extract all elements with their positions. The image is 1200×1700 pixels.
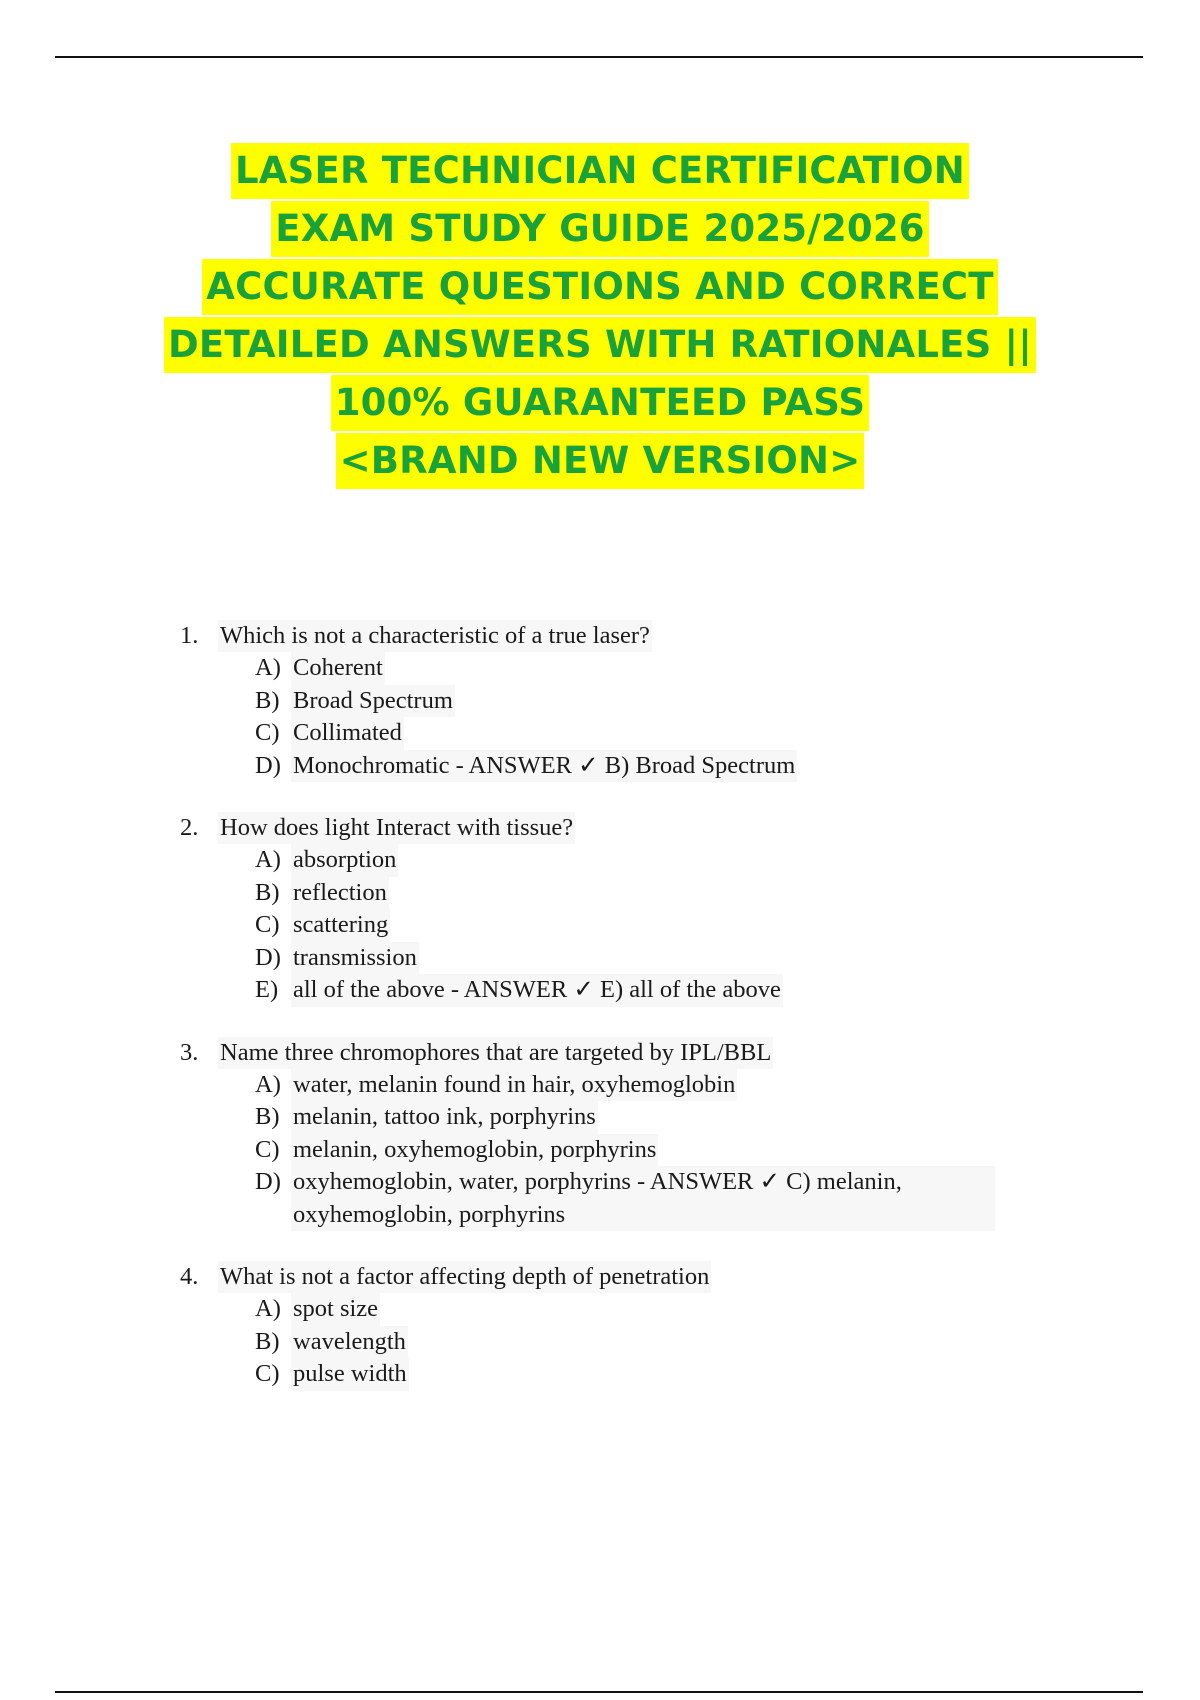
option-text: reflection [291,877,389,910]
question-number: 4. [180,1263,199,1290]
question-number: 2. [180,814,199,841]
question-list [180,620,1080,1421]
question-line [180,1261,1080,1293]
option-text: spot size [291,1293,380,1326]
option [255,1166,1080,1231]
title-line [0,143,1200,201]
option-letter: C) [255,911,280,938]
option-list [255,1293,1080,1391]
option-letter: D) [255,751,281,779]
option [255,974,1080,1007]
top-rule [55,56,1143,58]
title-line-text: ACCURATE QUESTIONS AND CORRECT [202,259,997,315]
option-text: Collimated [291,717,404,750]
option-text: melanin, tattoo ink, porphyrins [291,1101,598,1134]
question-text: Which is not a characteristic of a true laser? [218,620,652,652]
option-text: Coherent [291,652,385,685]
title-line [0,433,1200,491]
question-4 [180,1261,1080,1391]
option [255,844,1080,877]
question-3 [180,1037,1080,1232]
option-letter: A) [255,1295,281,1322]
option-text: all of the above - ANSWER ✓ E) all of the above [291,974,783,1007]
title-line [0,259,1200,317]
option-text: absorption [291,844,398,877]
option-text: wavelength [291,1326,408,1359]
option-letter: C) [255,1360,280,1387]
option-text: transmission [291,942,419,975]
option-text: melanin, oxyhemoglobin, porphyrins [291,1134,658,1167]
option [255,942,1080,975]
option-letter: C) [255,1135,280,1163]
option-text: Monochromatic - ANSWER ✓ B) Broad Spectrum [291,750,797,783]
option-letter: A) [255,1070,281,1098]
option-text: Broad Spectrum [291,685,455,718]
title-line-text: DETAILED ANSWERS WITH RATIONALES || [164,317,1036,373]
option [255,1101,1080,1134]
option-text: water, melanin found in hair, oxyhemoglobin [291,1069,737,1102]
question-line [180,812,1080,844]
title-line [0,201,1200,259]
option-letter: D) [255,943,281,971]
option-list [255,652,1080,782]
question-text: Name three chromophores that are targeted by IPL/BBL [218,1037,773,1069]
title-line-text: EXAM STUDY GUIDE 2025/2026 [271,201,928,257]
question-number: 3. [180,1038,199,1066]
title-line-text: 100% GUARANTEED PASS [331,375,870,431]
option [255,652,1080,685]
option [255,1358,1080,1391]
question-text: How does light Interact with tissue? [218,812,575,844]
question-line [180,1037,1080,1069]
option [255,750,1080,783]
option [255,1326,1080,1359]
option-letter: A) [255,846,281,873]
option-text: pulse width [291,1358,409,1391]
option [255,1069,1080,1102]
question-text: What is not a factor affecting depth of penetration [218,1261,711,1293]
option [255,1134,1080,1167]
title-line-text: <BRAND NEW VERSION> [336,433,865,489]
option-list [255,1069,1080,1232]
question-1 [180,620,1080,782]
question-2 [180,812,1080,1007]
option-letter: C) [255,719,280,746]
option [255,717,1080,750]
document-title [0,143,1200,491]
option-letter: B) [255,1327,280,1355]
option-text: scattering [291,909,390,942]
option-letter: B) [255,1103,280,1130]
option-list [255,844,1080,1007]
bottom-rule [55,1691,1143,1693]
option [255,909,1080,942]
option-letter: E) [255,976,279,1003]
option [255,685,1080,718]
question-number: 1. [180,622,199,649]
title-line [0,317,1200,375]
option-letter: D) [255,1168,281,1195]
option-letter: B) [255,878,280,906]
option-letter: A) [255,654,281,681]
title-line-text: LASER TECHNICIAN CERTIFICATION [231,143,969,199]
question-line [180,620,1080,652]
title-line [0,375,1200,433]
option-text: oxyhemoglobin, water, porphyrins - ANSWER ✓ C) melanin, oxyhemoglobin, porphyrins [291,1166,995,1231]
option [255,877,1080,910]
option-letter: B) [255,686,280,714]
option [255,1293,1080,1326]
